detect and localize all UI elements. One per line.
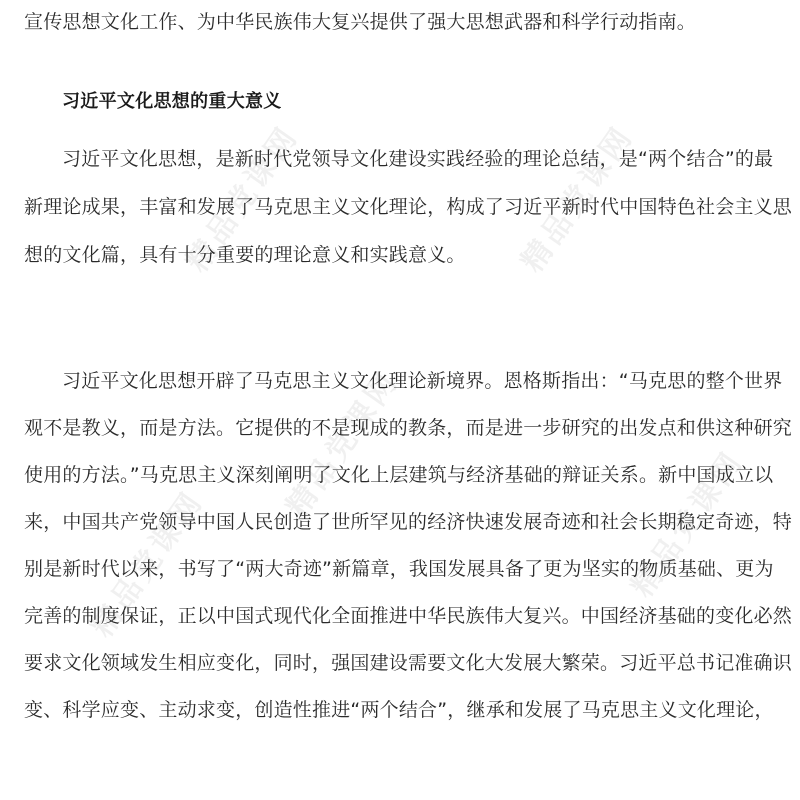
paragraph-line: 变、科学应变、主动求变，创造性推进“两个结合”，继承和发展了马克思主义文化理论，	[24, 699, 774, 721]
paragraph-line: 习近平文化思想开辟了马克思主义文化理论新境界。恩格斯指出：“马克思的整个世界	[62, 370, 783, 392]
intro-tail-line: 宣传思想文化工作、为中华民族伟大复兴提供了强大思想武器和科学行动指南。	[24, 11, 697, 33]
watermark: 精品党课网	[179, 119, 306, 279]
paragraph-line: 要求文化领域发生相应变化，同时，强国建设需要文化大发展大繁荣。习近平总书记准确识	[24, 652, 793, 674]
paragraph-line: 观不是教义，而是方法。它提供的不是现成的教条，而是进一步研究的出发点和供这种研究	[24, 417, 793, 439]
section-heading: 习近平文化思想的重大意义	[62, 91, 282, 112]
watermark: 精品党课网	[84, 484, 211, 644]
paragraph-line: 完善的制度保证，正以中国式现代化全面推进中华民族伟大复兴。中国经济基础的变化必然	[24, 605, 793, 627]
paragraph-line: 习近平文化思想，是新时代党领导文化建设实践经验的理论总结，是“两个结合”的最	[62, 148, 774, 170]
paragraph-line: 使用的方法。”马克思主义深刻阐明了文化上层建筑与经济基础的辩证关系。新中国成立以	[24, 464, 774, 486]
paragraph-line: 想的文化篇，具有十分重要的理论意义和实践意义。	[24, 244, 466, 266]
paragraph-line: 来，中国共产党领导中国人民创造了世所罕见的经济快速发展奇迹和社会长期稳定奇迹，特	[24, 511, 793, 533]
watermark: 精品党课网	[279, 364, 406, 524]
paragraph-line: 新理论成果，丰富和发展了马克思主义文化理论，构成了习近平新时代中国特色社会主义思	[24, 196, 793, 218]
watermark: 精品党课网	[514, 119, 641, 279]
watermark: 精品党课网	[624, 444, 751, 604]
paragraph-line: 别是新时代以来，书写了“两大奇迹”新篇章，我国发展具备了更为坚实的物质基础、更为	[24, 558, 774, 580]
